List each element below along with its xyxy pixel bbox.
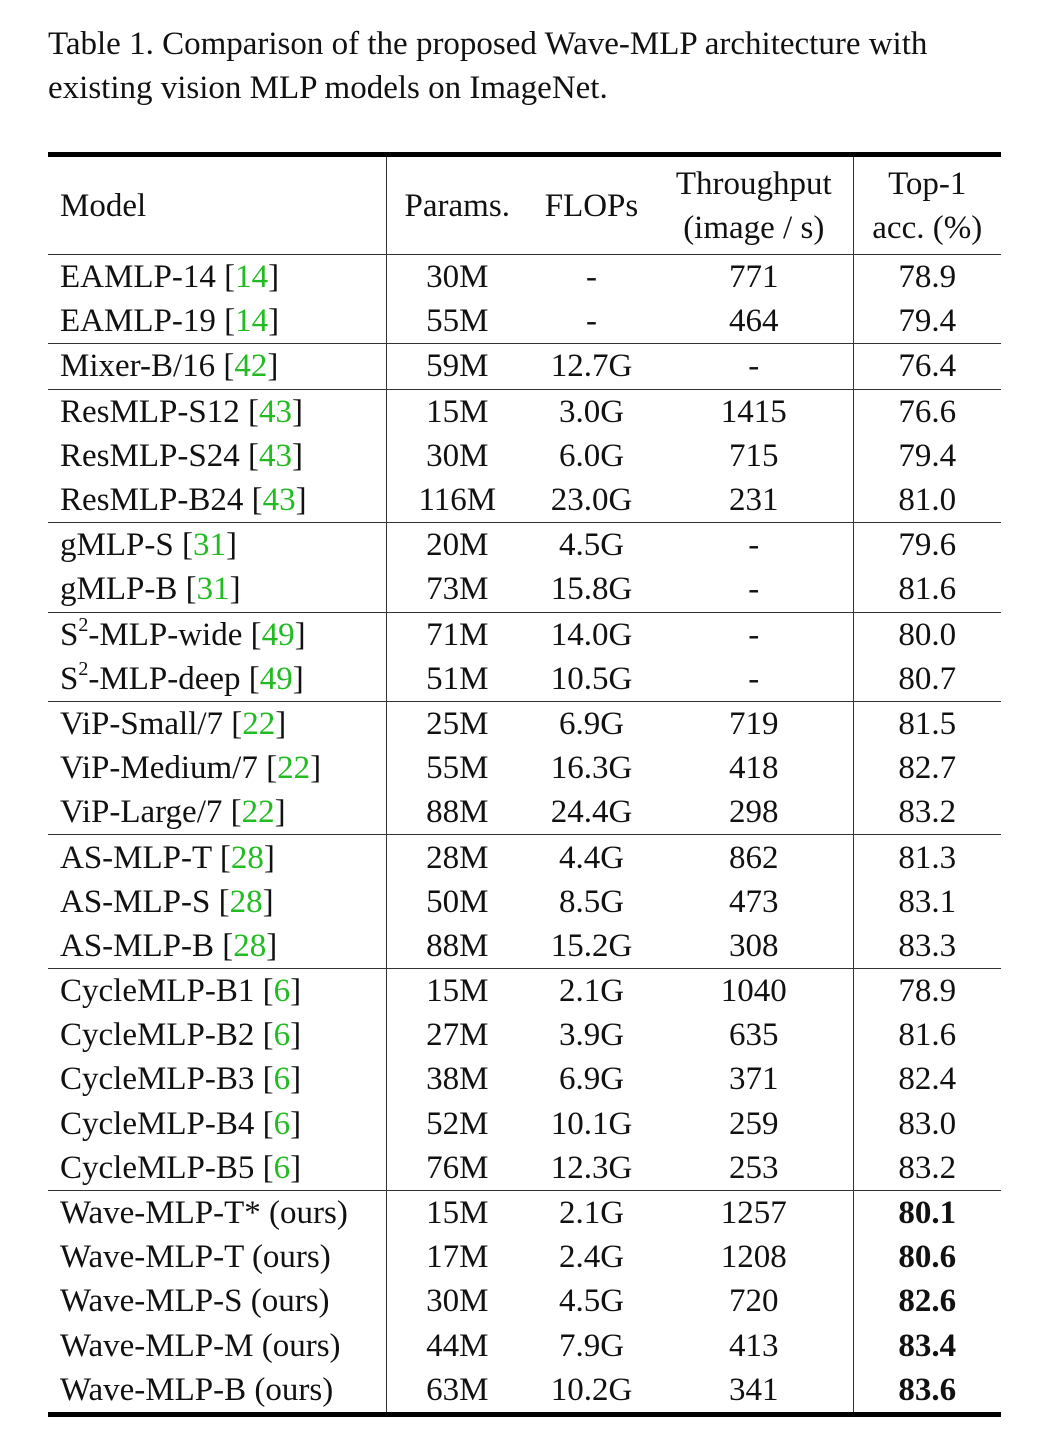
model-cell [48,1279,386,1323]
model-cell: CycleMLP-B3 [6] [48,1057,386,1101]
table-row [48,880,1001,924]
table-row [48,1324,1001,1368]
throughput-cell: - [655,657,853,702]
params-cell: 20M [386,523,528,568]
throughput-cell: 341 [655,1368,853,1415]
header-throughput-line2: (image / s) [683,209,825,246]
params-cell: 28M [386,835,528,880]
model-name: Wave-MLP-T* (ours) [60,1195,348,1232]
table-row [48,1102,1001,1146]
table-row [48,746,1001,790]
top1-cell: 82.7 [898,750,957,787]
params-cell: 59M [386,344,528,389]
header-top1-line1: Top-1 [888,165,967,202]
top1-cell: 81.3 [853,835,1001,880]
throughput-cell: 308 [655,924,853,969]
citation-link[interactable]: 22 [242,705,276,742]
table-row [48,389,1001,434]
model-cell: Mixer-B/16 [42] [48,344,386,389]
model-name-suffix: -MLP-deep [88,660,241,697]
params-cell: 71M [386,612,528,657]
model-name-suffix: -MLP-wide [88,616,243,653]
model-name: CycleMLP-B5 [60,1149,255,1186]
model-name: ViP-Small/7 [60,705,224,742]
params-cell: 76M [426,1149,489,1186]
header-throughput-line1: Throughput [675,165,832,202]
throughput-cell: 862 [655,835,853,880]
params-cell: 73M [426,571,489,608]
citation-link[interactable]: 22 [277,750,311,787]
top1-cell [853,1279,1001,1323]
table-row [48,835,1001,880]
throughput-cell: - [655,523,853,568]
table-row [48,1057,1001,1101]
params-cell: 44M [426,1327,489,1364]
top1-cell: 79.4 [898,437,957,474]
citation-link[interactable]: 14 [235,259,269,296]
citation-link[interactable]: 14 [235,303,269,340]
params-cell: 30M [386,255,528,300]
top1-cell [853,1190,1001,1235]
table-row [48,790,1001,835]
params-cell: 25M [386,701,528,746]
table-caption: Table 1. Comparison of the proposed Wave-MLP architecture with existing vision MLP models on ImageNet. [48,26,928,106]
params-cell: 88M [426,794,489,831]
table-row [48,1190,1001,1235]
top1-cell: 81.5 [853,701,1001,746]
comparison-table-container [48,152,1001,1417]
model-name: AS-MLP-S [60,883,211,920]
top1-value-bold: 83.6 [898,1371,957,1408]
table-row [48,478,1001,523]
throughput-cell: 253 [655,1146,853,1191]
model-name: AS-MLP-B [60,927,215,964]
table-row [48,567,1001,612]
model-cell: ResMLP-S12 [43] [48,389,386,434]
top1-value-bold: 80.1 [898,1195,957,1232]
flops-cell: 10.1G [550,1105,633,1142]
params-cell: 116M [418,482,497,519]
header-flops: FLOPs [528,155,655,255]
model-name: gMLP-S [60,527,174,564]
model-name: ResMLP-S12 [60,393,240,430]
model-name: ViP-Medium/7 [60,750,258,787]
model-name: CycleMLP-B2 [60,1017,255,1054]
table-row [48,612,1001,657]
model-name: Wave-MLP-S (ours) [60,1283,330,1320]
top1-value-bold: 82.6 [898,1283,957,1320]
throughput-cell: 1040 [655,969,853,1014]
throughput-cell: 635 [655,1013,853,1057]
params-cell: 27M [426,1017,489,1054]
flops-cell: 6.0G [558,437,625,474]
flops-cell: 12.7G [528,344,655,389]
params-cell: 88M [426,927,489,964]
citation-link[interactable]: 43 [258,437,292,474]
citation-link[interactable]: 31 [192,527,226,564]
model-cell: $S^2-MLP$-wide [49] [48,612,386,657]
table-header [48,155,1001,255]
throughput-cell: 464 [655,299,853,344]
flops-cell: 10.5G [550,660,633,697]
model-cell: EAMLP-14 [14] [48,255,386,300]
top1-cell: 81.6 [898,571,957,608]
model-name: CycleMLP-B3 [60,1061,255,1098]
throughput-cell: 1257 [655,1190,853,1235]
model-cell: CycleMLP-B1 [6] [48,969,386,1014]
citation-link[interactable]: 6 [273,1149,291,1186]
flops-cell: 6.9G [558,1061,625,1098]
params-cell: 55M [426,750,489,787]
citation-link[interactable]: 22 [241,794,275,831]
top1-cell: 83.1 [898,883,957,920]
top1-cell: 76.4 [853,344,1001,389]
top1-cell: 80.0 [853,612,1001,657]
flops-cell: 7.9G [558,1327,625,1364]
top1-cell: 80.7 [898,660,957,697]
flops-cell: 24.4G [550,794,633,831]
table-body [48,255,1001,1415]
model-name: ViP-Large/7 [60,794,223,831]
table-row [48,1146,1001,1191]
model-name: gMLP-B [60,571,178,608]
model-cell: CycleMLP-B4 [6] [48,1102,386,1146]
top1-cell: 83.2 [898,794,957,831]
citation-link[interactable]: 6 [273,1017,291,1054]
model-cell: CycleMLP-B5 [6] [48,1146,386,1191]
top1-cell: 79.4 [898,303,957,340]
top1-cell [853,1235,1001,1279]
throughput-cell: - [655,344,853,389]
throughput-cell: 259 [655,1102,853,1146]
throughput-cell: - [655,612,853,657]
flops-cell: 23.0G [550,482,633,519]
model-cell: CycleMLP-B2 [6] [48,1013,386,1057]
table-row [48,1279,1001,1323]
model-cell [48,1368,386,1415]
model-name: S [60,660,79,697]
citation-link[interactable]: 43 [262,482,296,519]
model-cell [48,1324,386,1368]
model-name: ResMLP-S24 [60,437,240,474]
citation-link[interactable]: 6 [273,973,291,1010]
throughput-cell: 771 [655,255,853,300]
flops-cell: 14.0G [528,612,655,657]
citation-link[interactable]: 28 [230,839,264,876]
model-cell: ResMLP-S24 [43] [48,434,386,478]
throughput-cell: 715 [655,434,853,478]
top1-cell: 78.9 [853,969,1001,1014]
top1-value-bold: 80.6 [898,1239,957,1276]
model-cell: AS-MLP-B [28] [48,924,386,969]
model-name: EAMLP-14 [60,259,216,296]
top1-cell [853,1368,1001,1415]
top1-cell: 79.6 [853,523,1001,568]
table-row [48,969,1001,1014]
throughput-cell: 1415 [655,389,853,434]
model-cell: ViP-Large/7 [22] [48,790,386,835]
flops-cell: - [586,303,597,340]
throughput-cell: - [655,567,853,612]
citation-link[interactable]: 49 [261,616,295,653]
model-cell: AS-MLP-S [28] [48,880,386,924]
params-cell: 63M [426,1371,489,1408]
top1-cell: 81.0 [898,482,957,519]
citation-link[interactable]: 42 [234,348,268,385]
model-name: EAMLP-19 [60,303,216,340]
flops-cell: - [528,255,655,300]
header-model: Model [48,155,386,255]
params-cell: 15M [386,1190,528,1235]
throughput-cell: 231 [655,478,853,523]
header-top1-line2: acc. (%) [872,209,983,246]
table-row [48,1013,1001,1057]
throughput-cell: 473 [655,880,853,924]
table-row [48,1235,1001,1279]
params-cell: 15M [386,389,528,434]
citation-link[interactable]: 49 [259,660,293,697]
top1-cell: 81.6 [898,1017,957,1054]
params-cell: 55M [426,303,489,340]
flops-cell: 12.3G [550,1149,633,1186]
model-cell [48,1190,386,1235]
flops-cell: 6.9G [528,701,655,746]
citation-link[interactable]: 28 [233,927,267,964]
header-top1 [853,155,1001,255]
model-name: Wave-MLP-T (ours) [60,1239,331,1276]
top1-cell: 82.4 [898,1061,957,1098]
flops-cell: 4.4G [528,835,655,880]
flops-cell: 3.0G [528,389,655,434]
params-cell: 30M [426,437,489,474]
table-row [48,657,1001,702]
table-row [48,299,1001,344]
model-name: S [60,616,79,653]
throughput-cell: 418 [655,746,853,790]
model-cell: EAMLP-19 [14] [48,299,386,344]
model-cell: gMLP-S [31] [48,523,386,568]
model-cell: AS-MLP-T [28] [48,835,386,880]
model-name: ResMLP-B24 [60,482,244,519]
flops-cell: 2.1G [528,1190,655,1235]
model-cell: ViP-Small/7 [22] [48,701,386,746]
model-name: Wave-MLP-B (ours) [60,1371,334,1408]
model-name: Wave-MLP-M (ours) [60,1327,341,1364]
model-name: CycleMLP-B1 [60,973,255,1010]
table-row [48,924,1001,969]
params-cell: 50M [426,883,489,920]
flops-cell: 8.5G [558,883,625,920]
throughput-cell: 413 [655,1324,853,1368]
comparison-table [48,152,1001,1417]
throughput-cell: 298 [655,790,853,835]
flops-cell: 3.9G [558,1017,625,1054]
params-cell: 51M [426,660,489,697]
top1-cell: 78.9 [853,255,1001,300]
top1-cell [853,1324,1001,1368]
model-cell: ResMLP-B24 [43] [48,478,386,523]
params-cell: 38M [426,1061,489,1098]
params-cell: 30M [426,1283,489,1320]
throughput-cell: 720 [655,1279,853,1323]
citation-link[interactable]: 6 [273,1061,291,1098]
model-name: Mixer-B/16 [60,348,216,385]
table-row [48,523,1001,568]
top1-value-bold: 83.4 [898,1327,957,1364]
flops-cell: 4.5G [558,1283,625,1320]
flops-cell: 16.3G [550,750,633,787]
header-row [48,155,1001,255]
model-name: AS-MLP-T [60,839,212,876]
params-cell: 52M [426,1105,489,1142]
header-params: Params. [386,155,528,255]
flops-cell: 2.1G [528,969,655,1014]
top1-cell: 83.3 [898,927,957,964]
flops-cell: 10.2G [550,1371,633,1408]
top1-cell: 83.0 [898,1105,957,1142]
model-cell: gMLP-B [31] [48,567,386,612]
model-name-superscript: 2 [78,657,89,680]
table-row [48,344,1001,389]
throughput-cell: 1208 [655,1235,853,1279]
params-cell: 15M [386,969,528,1014]
citation-link[interactable]: 28 [229,883,263,920]
model-name-superscript: 2 [78,613,89,636]
model-name: CycleMLP-B4 [60,1105,255,1142]
citation-link[interactable]: 43 [258,393,292,430]
flops-cell: 4.5G [528,523,655,568]
model-cell: $S^2-MLP$-deep [49] [48,657,386,702]
throughput-cell: 719 [655,701,853,746]
model-cell [48,1235,386,1279]
flops-cell: 2.4G [558,1239,625,1276]
table-row [48,701,1001,746]
params-cell: 17M [426,1239,489,1276]
table-row [48,434,1001,478]
flops-cell: 15.8G [550,571,633,608]
citation-link[interactable]: 6 [273,1105,291,1142]
header-throughput [655,155,853,255]
top1-cell: 83.2 [898,1149,957,1186]
model-cell: ViP-Medium/7 [22] [48,746,386,790]
citation-link[interactable]: 31 [196,571,230,608]
table-row [48,1368,1001,1415]
top1-cell: 76.6 [853,389,1001,434]
flops-cell: 15.2G [550,927,633,964]
table-row [48,255,1001,300]
throughput-cell: 371 [655,1057,853,1101]
